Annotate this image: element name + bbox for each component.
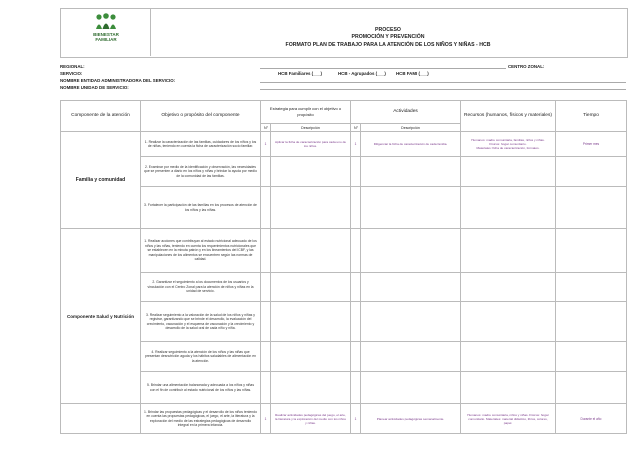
table-row [61, 302, 627, 342]
unidad-line [260, 89, 626, 90]
hcb-fami-option[interactable]: HCB FAMI (___) [396, 71, 429, 76]
activity-description: Diligenciar la ficha de caracterización de cada familia. [361, 132, 461, 157]
header-objetivo: Objetivo o propósito del componente [141, 101, 261, 132]
component-familia: Familia y comunidad [61, 132, 141, 229]
objective-cell: 1. Realizar la caracterización de las familias, cuidadores de los niños y los de niñas, teniendo en cuenta la ficha de caracterización socio familiar. [141, 132, 261, 157]
table-row [61, 132, 627, 157]
table-row [61, 273, 627, 302]
unidad-label: NOMBRE UNIDAD DE SERVICIO: [60, 85, 129, 90]
title-formato: FORMATO PLAN DE TRABAJO PARA LA ATENCIÓN DE LOS NIÑOS Y NIÑAS - HCB [285, 42, 491, 48]
objective-cell: 3. Realizar seguimiento a la valoración de la salud de los niños y niñas y registrar, garantizando que se brinde el desarrollo, la evaluación del crecimiento, vacunación y el esquema de vacunación y la crecimiento y desarrollo de la salud oral de cada niño y niña. [141, 302, 261, 342]
work-plan-table [60, 100, 627, 434]
resources-physical: Físicos: hogar comunitario. [489, 142, 527, 146]
table-row [61, 372, 627, 404]
header-actividades: Actividades [351, 101, 461, 124]
resources-human: Humanos: madre comunitaria, familias, niños y niñas. [471, 138, 545, 142]
table-row [61, 342, 627, 372]
objective-cell: 2. Examinar por medio de la identificación y observación, las necesidades que se presenten a diario en los niños y niñas y brindar la ayuda por medio de la comunidad de las familias. [141, 157, 261, 187]
header-estrategia: Estrategia para cumplir con el objetivo o propósito [261, 101, 351, 124]
strategy-description: Realizar actividades pedagógicas del juego, el arte, la literatura y la exploración del medio con los niños y niñas. [271, 404, 351, 434]
activity-description: Planear actividades pedagógicas semanalmente. [361, 404, 461, 434]
resources-cell [461, 132, 556, 157]
regional-line [260, 68, 506, 69]
title-promocion: PROMOCIÓN Y PREVENCIÓN [351, 34, 425, 40]
strategy-number: 1 [261, 404, 271, 434]
resources-cell: Humanos: madre comunitaria, niños y niñas. Físicos: hogar comunitario. Materiales: material didáctico, libros, colores, papel. [461, 404, 556, 434]
objective-cell: 5. Brindar una alimentación balanceada y adecuada a los niños y niñas con el fin de contribuir al estado nutricional de los niños y las niñas. [141, 372, 261, 404]
centro-zonal-label: CENTRO ZONAL: [508, 64, 545, 69]
header-n-estrategia: N° [261, 124, 271, 132]
table-row [61, 187, 627, 229]
objective-cell: 1. Brindar las propuestas pedagógicas y el desarrollo de los niños teniendo en cuenta las propuestas pedagógicas, el juego, el arte, la literatura y la exploración del medio de las estrategias pedagógicas de desarrollo integral en la primera infancia. [141, 404, 261, 434]
header-descripcion-estrategia: Descripción [271, 124, 351, 132]
strategy-number: 1 [261, 132, 271, 157]
hcb-familiares-option[interactable]: HCB Familiares (___) [278, 71, 322, 76]
activity-number: 1 [351, 404, 361, 434]
hcb-agrupados-option[interactable]: HCB - Agrupados (___) [338, 71, 386, 76]
title-proceso: PROCESO [375, 27, 401, 33]
time-cell: Durante el año [556, 404, 627, 434]
regional-label: REGIONAL: [60, 64, 85, 69]
header-componente: Componente de la atención [61, 101, 141, 132]
component-salud: Componente Salud y Nutrición [61, 229, 141, 404]
servicio-label: SERVICIO: [60, 71, 83, 76]
table-row [61, 157, 627, 187]
logo-text [80, 32, 132, 42]
objective-cell: 3. Fortalecer la participación de las familias en los procesos de atención de los niños y las niñas. [141, 187, 261, 229]
activity-number: 1 [351, 132, 361, 157]
table-row [61, 404, 627, 434]
bienestar-logo-icon [94, 12, 118, 30]
header-recursos: Recursos (humanos, físicos y materiales) [461, 101, 556, 132]
strategy-description: Aplicar la ficha de caracterización para cada uno de los niños. [271, 132, 351, 157]
objective-cell: 1. Realizar acciones que contribuyan al estado nutricional adecuado de los niños y las niñas, teniendo en cuenta los requerimientos nutricionales que se establecen en la minuta patrón y en los lineamientos del ICBF, y las manipulaciones de los alimentos se encuentren según las normas de calidad. [141, 229, 261, 273]
objective-cell: 2. Garantizar el seguimiento a los documentos de los usuarios y vinculación con el Centro Zonal para la atención de niños y niñas en la unidad de servicio. [141, 273, 261, 302]
entidad-label: NOMBRE ENTIDAD ADMINISTRADORA DEL SERVICIO: [60, 78, 176, 83]
header-descripcion-actividad: Descripción [361, 124, 461, 132]
logo-text-line-1: BIENESTAR [93, 32, 119, 37]
entidad-line [260, 82, 626, 83]
resources-material: Materiales: ficha de caracterización, formatos. [476, 146, 540, 150]
objective-cell: 4. Realizar seguimiento a la atención de los niños y las niñas que presentan desnutrición aguda y los hábitos saludables de alimentación en la atención. [141, 342, 261, 372]
header-tiempo: Tiempo [556, 101, 627, 132]
table-row [61, 229, 627, 273]
logo-text-line-2: FAMILIAR [95, 37, 117, 42]
time-cell: Primer mes [556, 132, 627, 157]
header-n-actividad: N° [351, 124, 361, 132]
